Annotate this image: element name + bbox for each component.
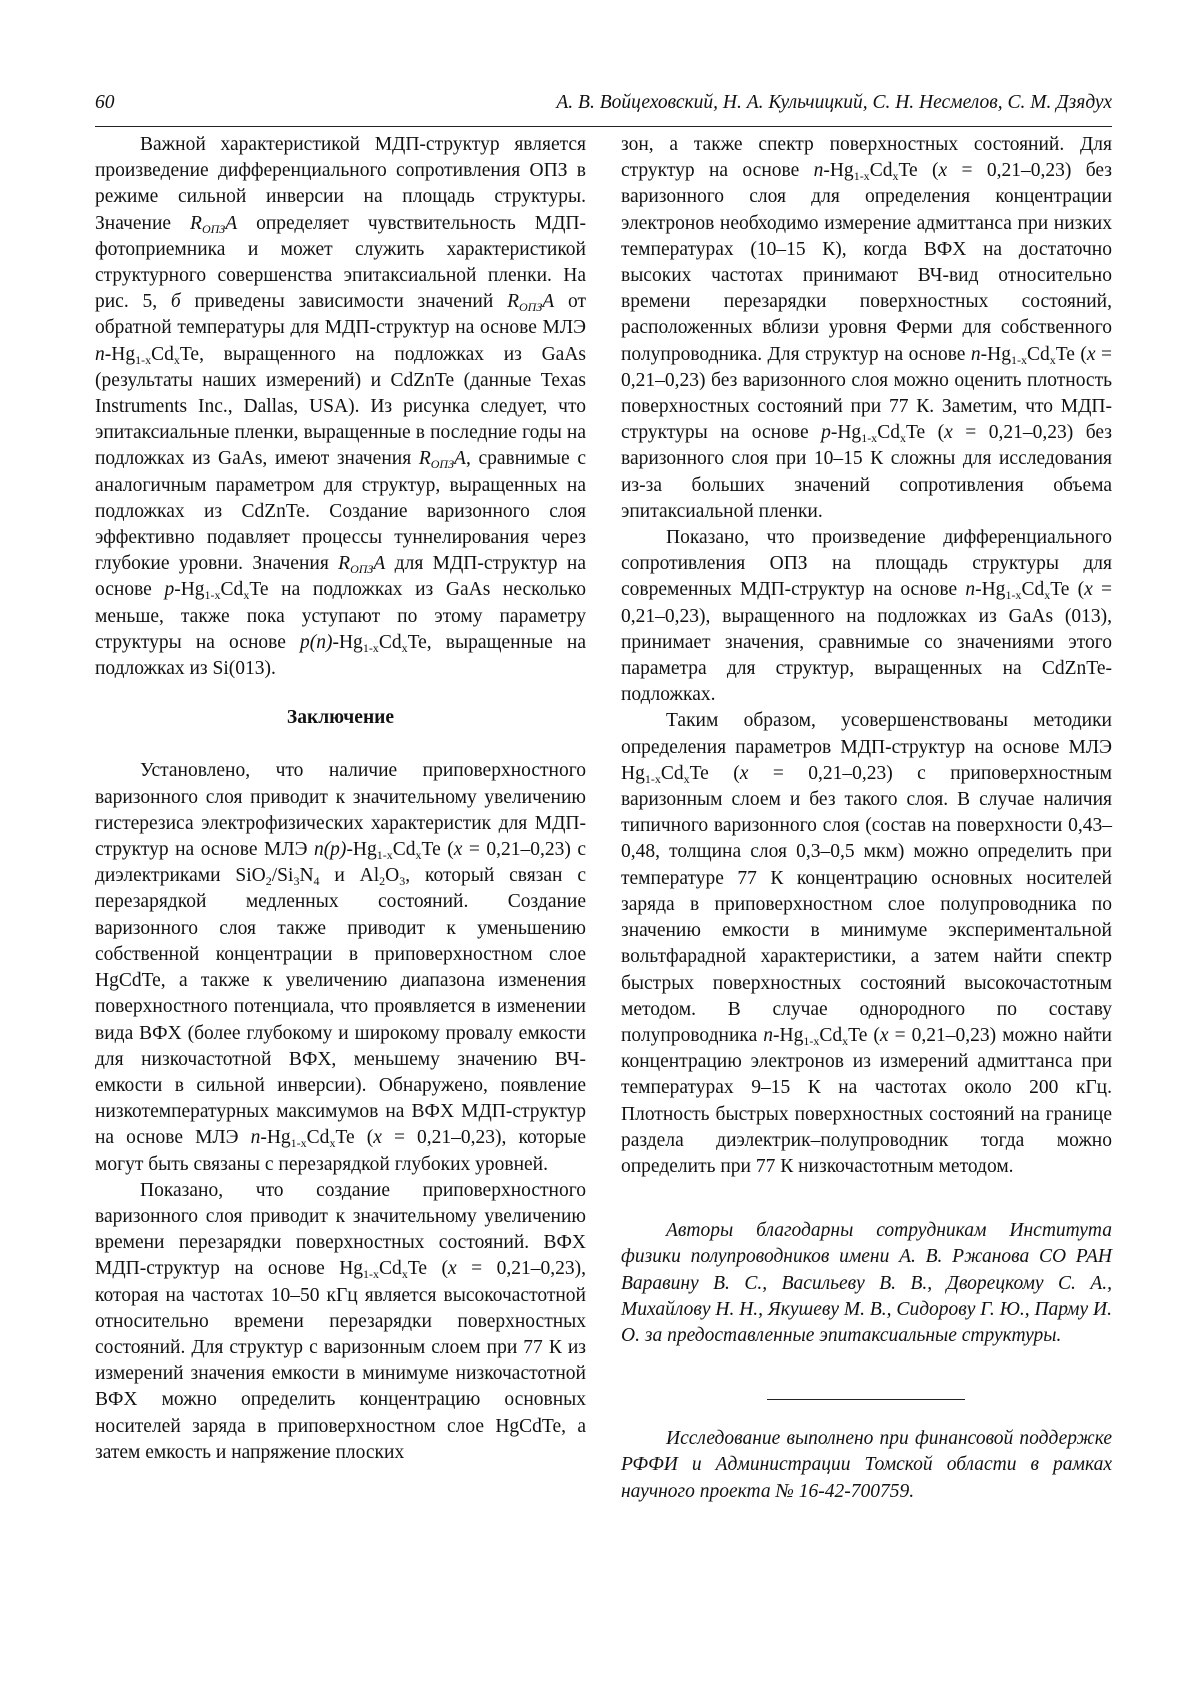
paragraph: зон, а также спектр поверхностных состояний. Для структур на основе $n-Hg_{1-x}Cd_xTe$ (x = 0,21–0,23) без варизонного слоя для определения концентрации электронов необходимо измерение адмиттанса при низких температурах (10–15 К), когда ВФХ на достаточно высоких частотах принимают ВЧ-вид относительно времени перезарядки поверхностных состояний, расположенных вблизи уровня Ферми для собственного полупроводника. Для структур на основе $n-Hg_{1-x}Cd_xTe$ (x = 0,21–0,23) без варизонного слоя можно оценить плотность поверхностных состояний при 77 К. Заметим, что МДП-структуры на основе $p-Hg_{1-x}Cd_xTe$ (x = 0,21–0,23) без варизонного слоя при 10–15 К сложны для исследования из-за больших значений сопротивления объема эпитаксиальной пленки. <box>621 134 1113 522</box>
paragraph: Таким образом, усовершенствованы методики определения параметров МДП-структур на основе МЛЭ $Hg_{1-x}Cd_xTe$ (x = 0,21–0,23) с приповерхностным варизонным слоем и без такого слоя. В случае наличия типичного варизонного слоя (состав на поверхности 0,43–0,48, толщина слоя 0,3–0,5 мкм) можно определить при температуре 77 К концентрацию основных носителей заряда в приповерхностном слое полупроводника по значению емкости в минимуме экспериментальной вольтфарадной характеристики, а затем найти спектр быстрых поверхностных состояний высокочастотным методом. В случае однородного по составу полупроводника $n-Hg_{1-x}Cd_xTe$ (x = 0,21–0,23) можно найти концентрацию электронов из измерений адмиттанса при температурах 9–15 К на частотах около 200 кГц. Плотность быстрых поверхностных состояний на границе раздела диэлектрик–полупроводник тогда можно определить при 77 К низкочастотным методом. <box>621 710 1112 1177</box>
header-rule <box>95 126 1112 127</box>
paragraph: Важной характеристикой МДП-структур является произведение дифференциального сопротивления ОПЗ в режиме сильной инверсии на площадь структуры. Значение $R_{ОПЗ}A$ определяет чувствительность МДП-фотоприемника и может служить характеристикой структурного совершенства эпитаксиальной пленки. На рис. 5, б приведены зависимости значений $R_{ОПЗ}A$ от обратной температуры для МДП-структур на основе МЛЭ $n-Hg_{1-x}Cd_xTe$, выращенного на подложках из GaAs (результаты наших измерений) и CdZnTe (данные Texas Instruments Inc., Dallas, USA). Из рисунка следует, что эпитаксиальные пленки, выращенные в последние годы на подложках из GaAs, имеют значения $R_{ОПЗ}A$, сравнимые с аналогичным параметром для структур, выращенных на подложках из CdZnTe. Создание варизонного слоя эффективно подавляет процессы туннелирования через глубокие уровни. Значения $R_{ОПЗ}A$ для МДП-структур на основе $p-Hg_{1-x}Cd_xTe$ на подложках из GaAs несколько меньше, также пока уступают по этому параметру структуры на основе $p(n)-Hg_{1-x}Cd_xTe$, выращенные на подложках из Si(013). <box>95 134 587 680</box>
section-title: Заключение <box>286 707 395 729</box>
separator-rule <box>767 1399 965 1400</box>
page-number: 60 <box>95 92 115 113</box>
page-header <box>95 92 1112 122</box>
paragraph: Показано, что создание приповерхностного варизонного слоя приводит к значительному увеличению времени перезарядки поверхностных состояний. ВФХ МДП-структур на основе $Hg_{1-x}Cd_xTe$ (x = 0,21–0,23), которая на частотах 10–50 кГц является высокочастотной относительно времени перезарядки поверхностных состояний. Для структур с варизонным слоем при 77 К из измерений значения емкости в минимуме низкочастотной ВФХ можно определить концентрацию основных носителей заряда в приповерхностном слое HgCdTe, а затем емкость и напряжение плоских <box>95 1179 586 1463</box>
right-column <box>621 132 1112 1505</box>
acknowledgment: Авторы благодарны сотрудникам Института физики полупроводников имени А. В. Ржанова СО РАН Варавину В. С., Васильеву В. В., Дворецкому С. А., Михайлову Н. Н., Якушеву М. В., Сидорову Г. Ю., Парму И. О. за предоставленные эпитаксиальные структуры. <box>621 1220 1112 1346</box>
paragraph: Показано, что произведение дифференциального сопротивления ОПЗ на площадь структуры для современных МДП-структур на основе $n-Hg_{1-x}Cd_xTe$ (x = 0,21–0,23), выращенного на подложках из GaAs (013), принимает значения, сравнимые со значениями этого параметра для структур, выращенных на CdZnTe-подложках. <box>621 527 1113 706</box>
left-column <box>95 132 586 1466</box>
funding-note: Исследование выполнено при финансовой поддержке РФФИ и Администрации Томской области в рамках научного проекта № 16-42-700759. <box>621 1428 1112 1502</box>
paragraph: Установлено, что наличие приповерхностного варизонного слоя приводит к значительному увеличению гистерезиса электрофизических характеристик для МДП-структур на основе МЛЭ $n(p)-Hg_{1-x}Cd_xTe$ (x = 0,21–0,23) с диэлектриками $SiO_2/Si_3N_4$ и $Al_2O_3$, который связан с перезарядкой медленных состояний. Создание варизонного слоя также приводит к уменьшению собственной концентрации в приповерхностном слое HgCdTe, а также к увеличению диапазона изменения поверхностного потенциала, что проявляется в изменении вида ВФХ (более глубокому и широкому провалу емкости для низкочастотной ВФХ, меньшему значению ВЧ-емкости в сильной инверсии). Обнаружено, появление низкотемпературных максимумов на ВФХ МДП-структур на основе МЛЭ $n-Hg_{1-x}Cd_xTe$ (x = 0,21–0,23), которые могут быть связаны с перезарядкой глубоких уровней. <box>95 760 586 1175</box>
running-head-authors: А. В. Войцеховский, Н. А. Кульчицкий, С. Н. Несмелов, С. М. Дзядух <box>556 92 1112 113</box>
